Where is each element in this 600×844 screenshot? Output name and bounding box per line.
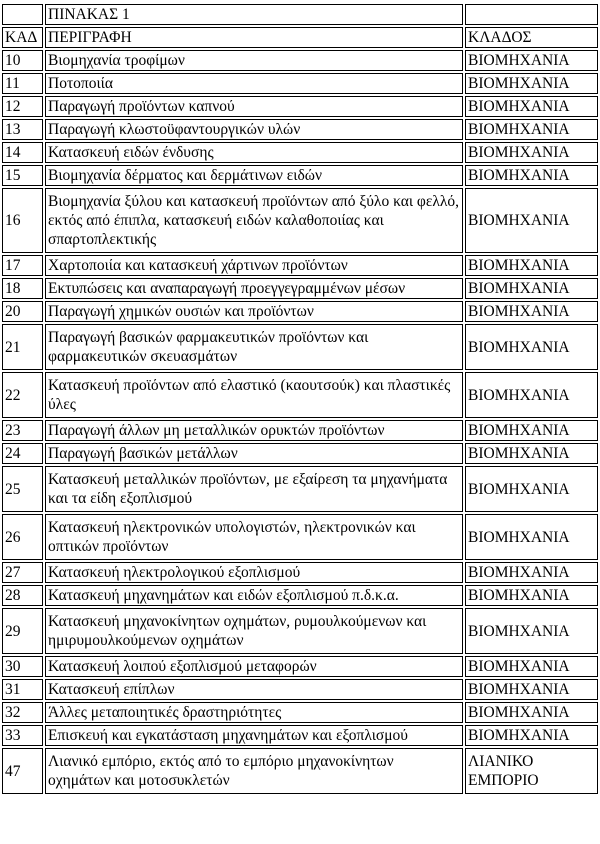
row-sector: ΒΙΟΜΗΧΑΝΙΑ xyxy=(465,188,598,253)
row-sector: ΒΙΟΜΗΧΑΝΙΑ xyxy=(465,514,598,560)
row-description: Λιανικό εμπόριο, εκτός από το εμπόριο μηχανοκίνητων οχημάτων και μοτοσυκλετών xyxy=(45,748,463,794)
row-code: 10 xyxy=(2,50,43,71)
table-row xyxy=(2,562,598,583)
row-description: Ποτοποιία xyxy=(45,73,463,94)
table-row xyxy=(2,165,598,186)
table-row xyxy=(2,96,598,117)
row-sector: ΒΙΟΜΗΧΑΝΙΑ xyxy=(465,725,598,746)
row-description: Κατασκευή ειδών ένδυσης xyxy=(45,142,463,163)
row-code: 11 xyxy=(2,73,43,94)
row-description: Κατασκευή μεταλλικών προϊόντων, με εξαίρεση τα μηχανήματα και τα είδη εξοπλισμού xyxy=(45,466,463,512)
row-description: Κατασκευή μηχανοκίνητων οχημάτων, ρυμουλκούμενων και ημιρυμουλκούμενων οχημάτων xyxy=(45,608,463,654)
title-row xyxy=(2,4,598,25)
row-sector: ΒΙΟΜΗΧΑΝΙΑ xyxy=(465,443,598,464)
table-row xyxy=(2,443,598,464)
row-code: 16 xyxy=(2,188,43,253)
row-description: Παραγωγή προϊόντων καπνού xyxy=(45,96,463,117)
row-code: 27 xyxy=(2,562,43,583)
row-description: Βιομηχανία ξύλου και κατασκευή προϊόντων από ξύλο και φελλό, εκτός από έπιπλα, κατασκευή ειδών καλαθοποιίας και σπαρτοπλεκτικής xyxy=(45,188,463,253)
table-row xyxy=(2,725,598,746)
row-description: Εκτυπώσεις και αναπαραγωγή προεγγεγραμμένων μέσων xyxy=(45,278,463,299)
table-row xyxy=(2,608,598,654)
row-sector: ΒΙΟΜΗΧΑΝΙΑ xyxy=(465,73,598,94)
row-description: Κατασκευή ηλεκτρονικών υπολογιστών, ηλεκτρονικών και οπτικών προϊόντων xyxy=(45,514,463,560)
table-row xyxy=(2,585,598,606)
header-description: ΠΕΡΙΓΡΑΦΗ xyxy=(45,27,463,48)
row-description: Κατασκευή προϊόντων από ελαστικό (καουτσούκ) και πλαστικές ύλες xyxy=(45,372,463,418)
table-row xyxy=(2,188,598,253)
table-row xyxy=(2,420,598,441)
row-code: 26 xyxy=(2,514,43,560)
header-code: ΚΑΔ xyxy=(2,27,43,48)
row-description: Κατασκευή λοιπού εξοπλισμού μεταφορών xyxy=(45,656,463,677)
classification-table xyxy=(0,2,600,796)
table-row xyxy=(2,278,598,299)
table-row xyxy=(2,748,598,794)
row-code: 33 xyxy=(2,725,43,746)
row-code: 29 xyxy=(2,608,43,654)
row-sector: ΒΙΟΜΗΧΑΝΙΑ xyxy=(465,278,598,299)
row-sector: ΒΙΟΜΗΧΑΝΙΑ xyxy=(465,656,598,677)
row-sector: ΒΙΟΜΗΧΑΝΙΑ xyxy=(465,255,598,276)
row-code: 18 xyxy=(2,278,43,299)
row-description: Παραγωγή χημικών ουσιών και προϊόντων xyxy=(45,301,463,322)
table-row xyxy=(2,255,598,276)
title-spacer-cell xyxy=(2,4,43,25)
row-code: 21 xyxy=(2,324,43,370)
header-sector: ΚΛΑΔΟΣ xyxy=(465,27,598,48)
row-description: Κατασκευή μηχανημάτων και ειδών εξοπλισμού π.δ.κ.α. xyxy=(45,585,463,606)
table-row xyxy=(2,514,598,560)
row-code: 25 xyxy=(2,466,43,512)
row-code: 15 xyxy=(2,165,43,186)
table-row xyxy=(2,702,598,723)
row-sector: ΒΙΟΜΗΧΑΝΙΑ xyxy=(465,142,598,163)
row-description: Επισκευή και εγκατάσταση μηχανημάτων και εξοπλισμού xyxy=(45,725,463,746)
row-code: 32 xyxy=(2,702,43,723)
table-row xyxy=(2,324,598,370)
row-sector: ΛΙΑΝΙΚΟ ΕΜΠΟΡΙΟ xyxy=(465,748,598,794)
row-description: Βιομηχανία δέρματος και δερμάτινων ειδών xyxy=(45,165,463,186)
row-code: 20 xyxy=(2,301,43,322)
row-code: 17 xyxy=(2,255,43,276)
row-code: 24 xyxy=(2,443,43,464)
row-sector: ΒΙΟΜΗΧΑΝΙΑ xyxy=(465,324,598,370)
row-sector: ΒΙΟΜΗΧΑΝΙΑ xyxy=(465,679,598,700)
row-code: 12 xyxy=(2,96,43,117)
row-sector: ΒΙΟΜΗΧΑΝΙΑ xyxy=(465,702,598,723)
row-code: 13 xyxy=(2,119,43,140)
row-description: Χαρτοποιία και κατασκευή χάρτινων προϊόντων xyxy=(45,255,463,276)
row-description: Παραγωγή βασικών μετάλλων xyxy=(45,443,463,464)
table-row xyxy=(2,50,598,71)
row-description: Παραγωγή κλωστοϋφαντουργικών υλών xyxy=(45,119,463,140)
table-row xyxy=(2,372,598,418)
row-description: Κατασκευή επίπλων xyxy=(45,679,463,700)
row-sector: ΒΙΟΜΗΧΑΝΙΑ xyxy=(465,466,598,512)
table-body xyxy=(2,4,598,794)
row-code: 23 xyxy=(2,420,43,441)
row-code: 22 xyxy=(2,372,43,418)
row-code: 14 xyxy=(2,142,43,163)
table-row xyxy=(2,119,598,140)
row-code: 30 xyxy=(2,656,43,677)
row-description: Βιομηχανία τροφίμων xyxy=(45,50,463,71)
row-description: Κατασκευή ηλεκτρολογικού εξοπλισμού xyxy=(45,562,463,583)
table-title: ΠΙΝΑΚΑΣ 1 xyxy=(45,4,463,25)
row-sector: ΒΙΟΜΗΧΑΝΙΑ xyxy=(465,301,598,322)
row-sector: ΒΙΟΜΗΧΑΝΙΑ xyxy=(465,585,598,606)
row-sector: ΒΙΟΜΗΧΑΝΙΑ xyxy=(465,119,598,140)
row-description: Παραγωγή άλλων μη μεταλλικών ορυκτών προϊόντων xyxy=(45,420,463,441)
row-sector: ΒΙΟΜΗΧΑΝΙΑ xyxy=(465,372,598,418)
row-sector: ΒΙΟΜΗΧΑΝΙΑ xyxy=(465,420,598,441)
table-row xyxy=(2,73,598,94)
table-row xyxy=(2,142,598,163)
row-code: 28 xyxy=(2,585,43,606)
row-sector: ΒΙΟΜΗΧΑΝΙΑ xyxy=(465,50,598,71)
table-row xyxy=(2,301,598,322)
row-description: Άλλες μεταποιητικές δραστηριότητες xyxy=(45,702,463,723)
row-sector: ΒΙΟΜΗΧΑΝΙΑ xyxy=(465,96,598,117)
table-row xyxy=(2,656,598,677)
header-row xyxy=(2,27,598,48)
row-code: 31 xyxy=(2,679,43,700)
row-description: Παραγωγή βασικών φαρμακευτικών προϊόντων και φαρμακευτικών σκευασμάτων xyxy=(45,324,463,370)
row-code: 47 xyxy=(2,748,43,794)
table-row xyxy=(2,466,598,512)
row-sector: ΒΙΟΜΗΧΑΝΙΑ xyxy=(465,608,598,654)
table-row xyxy=(2,679,598,700)
row-sector: ΒΙΟΜΗΧΑΝΙΑ xyxy=(465,165,598,186)
row-sector: ΒΙΟΜΗΧΑΝΙΑ xyxy=(465,562,598,583)
title-empty-cell xyxy=(465,4,598,25)
